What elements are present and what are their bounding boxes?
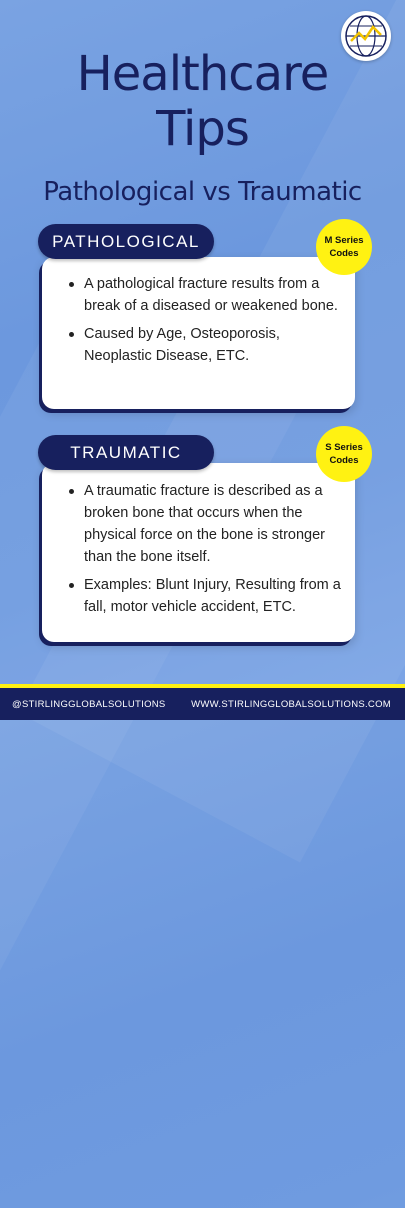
list-item: A traumatic fracture is described as a broken bone that occurs when the physical force on the bone is stronger than the bone itself. — [68, 480, 352, 568]
m-series-badge — [316, 219, 372, 275]
page-subtitle: Pathological vs Traumatic — [43, 177, 362, 207]
social-handle: @STIRLINGGLOBALSOLUTIONS — [12, 699, 166, 710]
page-title-line2: Tips — [156, 101, 249, 157]
pathological-label: PATHOLOGICAL — [38, 224, 214, 259]
badge-text: S Series Codes — [325, 442, 363, 466]
pathological-bullets — [68, 273, 348, 373]
footer-bar — [0, 684, 405, 720]
list-item: Caused by Age, Osteoporosis, Neoplastic Disease, ETC. — [68, 323, 348, 367]
page-title-line1: Healthcare — [76, 46, 329, 102]
s-series-badge — [316, 426, 372, 482]
list-item: Examples: Blunt Injury, Resulting from a fall, motor vehicle accident, ETC. — [68, 574, 352, 618]
badge-text: M Series Codes — [324, 235, 364, 259]
list-item: A pathological fracture results from a break of a diseased or weakened bone. — [68, 273, 348, 317]
traumatic-bullets — [68, 480, 352, 624]
traumatic-label: TRAUMATIC — [38, 435, 214, 470]
website-link[interactable]: WWW.STIRLINGGLOBALSOLUTIONS.COM — [191, 699, 391, 710]
